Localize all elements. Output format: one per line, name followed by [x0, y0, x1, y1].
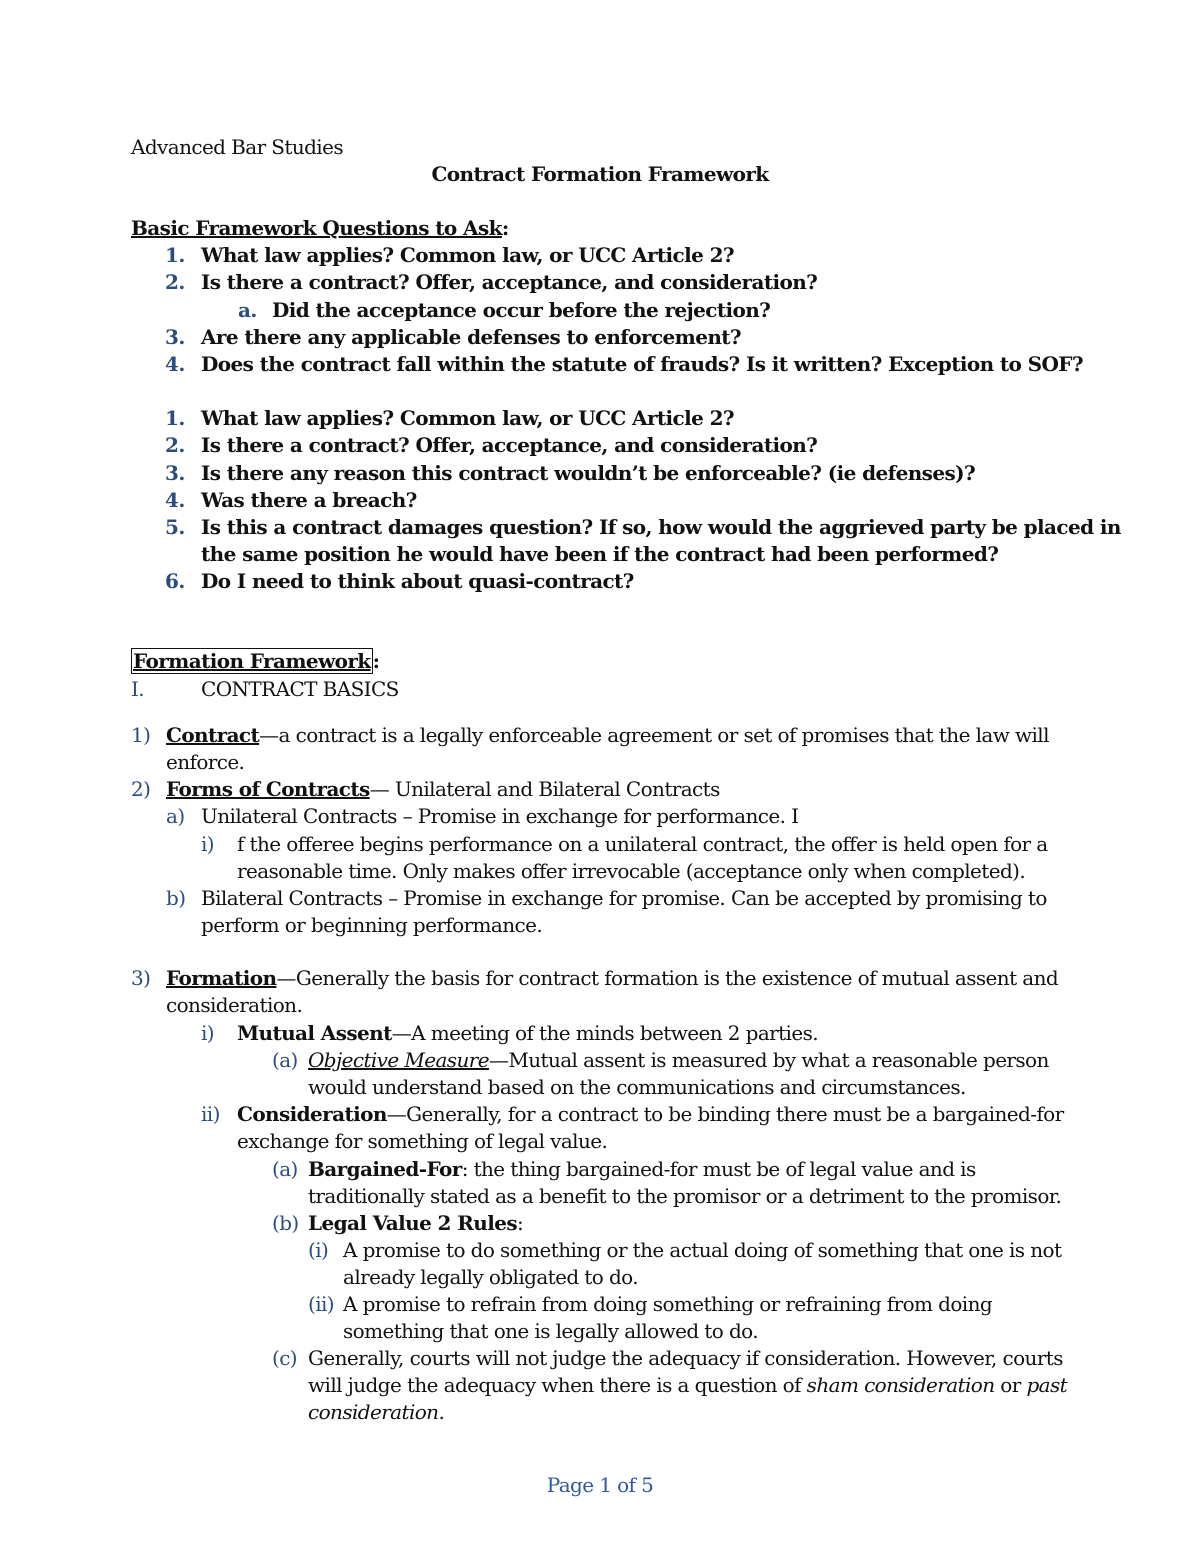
adequacy-rule-continued: will judge the adequacy when there is a question of sham consideration or past — [308, 1373, 1068, 1397]
section-title: CONTRACT BASICS — [201, 677, 399, 701]
list-item-text: What law applies? Common law, or UCC Article 2? — [201, 406, 735, 430]
objective-measure: Objective Measure—Mutual assent is measured by what a reasonable person — [308, 1048, 1049, 1072]
list-item-text: Is this a contract damages question? If so, how would the aggrieved party be placed in — [201, 515, 1121, 539]
unilateral-contracts: Unilateral Contracts – Promise in exchange for performance. I — [201, 804, 799, 828]
list-item-text: Was there a breach? — [201, 488, 417, 512]
list-item-text: Is there a contract? Offer, acceptance, and consideration? — [201, 270, 818, 294]
course-name: Advanced Bar Studies — [131, 135, 344, 159]
legal-value-rule-2-continued: something that one is legally allowed to do. — [343, 1319, 758, 1343]
list-item: 2. — [165, 270, 185, 294]
list-item: 3. — [165, 325, 185, 349]
list-item: 6. — [165, 569, 185, 593]
item-number: ii) — [201, 1102, 220, 1126]
legal-value-rule-1-continued: already legally obligated to do. — [343, 1265, 638, 1289]
legal-value-rules: Legal Value 2 Rules: — [308, 1211, 524, 1235]
unilateral-detail: f the offeree begins performance on a unilateral contract, the offer is held open for a — [237, 832, 1048, 856]
item-number: 3) — [131, 966, 151, 990]
list-item: 5. — [165, 515, 185, 539]
list-item-text: What law applies? Common law, or UCC Article 2? — [201, 243, 735, 267]
consideration-continued: exchange for something of legal value. — [237, 1129, 608, 1153]
mutual-assent: Mutual Assent—A meeting of the minds between 2 parties. — [237, 1021, 818, 1045]
list-item: 2. — [165, 433, 185, 457]
bargained-for-continued: traditionally stated as a benefit to the promisor or a detriment to the promisor. — [308, 1184, 1062, 1208]
item-number: 2) — [131, 777, 151, 801]
consideration: Consideration—Generally, for a contract to be binding there must be a bargained-for — [237, 1102, 1064, 1126]
list-item: 4. — [165, 488, 185, 512]
legal-value-rule-2: A promise to refrain from doing something or refraining from doing — [343, 1292, 993, 1316]
list-item: 3. — [165, 461, 185, 485]
list-item-text: Do I need to think about quasi-contract? — [201, 569, 634, 593]
forms-of-contracts: Forms of Contracts— Unilateral and Bilateral Contracts — [166, 777, 720, 801]
list-item-text: Did the acceptance occur before the rejection? — [272, 298, 771, 322]
item-number: (ii) — [308, 1292, 334, 1316]
page-number: Page 1 of 5 — [546, 1473, 654, 1497]
item-number: (i) — [308, 1238, 329, 1262]
item-number: (c) — [272, 1346, 298, 1370]
item-number: 1) — [131, 723, 151, 747]
item-number: (a) — [272, 1157, 298, 1181]
list-item: 1. — [165, 406, 185, 430]
formation-definition: Formation—Generally the basis for contract formation is the existence of mutual assent and — [166, 966, 1059, 990]
item-number: i) — [201, 832, 214, 856]
adequacy-rule: Generally, courts will not judge the adequacy if consideration. However, courts — [308, 1346, 1063, 1370]
list-item: 4. — [165, 352, 185, 376]
list-item-text: Does the contract fall within the statute of frauds? Is it written? Exception to SOF? — [201, 352, 1083, 376]
adequacy-rule-end: consideration. — [308, 1400, 445, 1424]
legal-value-rule-1: A promise to do something or the actual doing of something that one is not — [343, 1238, 1062, 1262]
section-number: I. — [131, 677, 145, 701]
contract-definition: Contract—a contract is a legally enforceable agreement or set of promises that the law will — [166, 723, 1049, 747]
formation-definition-continued: consideration. — [166, 993, 303, 1017]
page-title: Contract Formation Framework — [431, 162, 769, 186]
contract-definition-continued: enforce. — [166, 750, 245, 774]
objective-measure-continued: would understand based on the communications and circumstances. — [308, 1075, 966, 1099]
bilateral-contracts-continued: perform or beginning performance. — [201, 913, 543, 937]
list-item: 1. — [165, 243, 185, 267]
list-item: a. — [238, 298, 257, 322]
item-number: (b) — [272, 1211, 299, 1235]
item-number: a) — [166, 804, 185, 828]
item-number: b) — [166, 886, 186, 910]
list-item-text: Are there any applicable defenses to enforcement? — [201, 325, 742, 349]
formation-heading: Formation Framework : — [133, 649, 380, 673]
item-number: (a) — [272, 1048, 298, 1072]
bilateral-contracts: Bilateral Contracts – Promise in exchange for promise. Can be accepted by promising to — [201, 886, 1047, 910]
bargained-for: Bargained-For: the thing bargained-for must be of legal value and is — [308, 1157, 976, 1181]
framework-heading: Basic Framework Questions to Ask: — [131, 216, 509, 240]
list-item-text: Is there any reason this contract wouldn’t be enforceable? (ie defenses)? — [201, 461, 976, 485]
item-number: i) — [201, 1021, 214, 1045]
list-item-text-continued: the same position he would have been if the contract had been performed? — [201, 542, 999, 566]
list-item-text: Is there a contract? Offer, acceptance, and consideration? — [201, 433, 818, 457]
unilateral-detail-continued: reasonable time. Only makes offer irrevocable (acceptance only when completed). — [237, 859, 1026, 883]
